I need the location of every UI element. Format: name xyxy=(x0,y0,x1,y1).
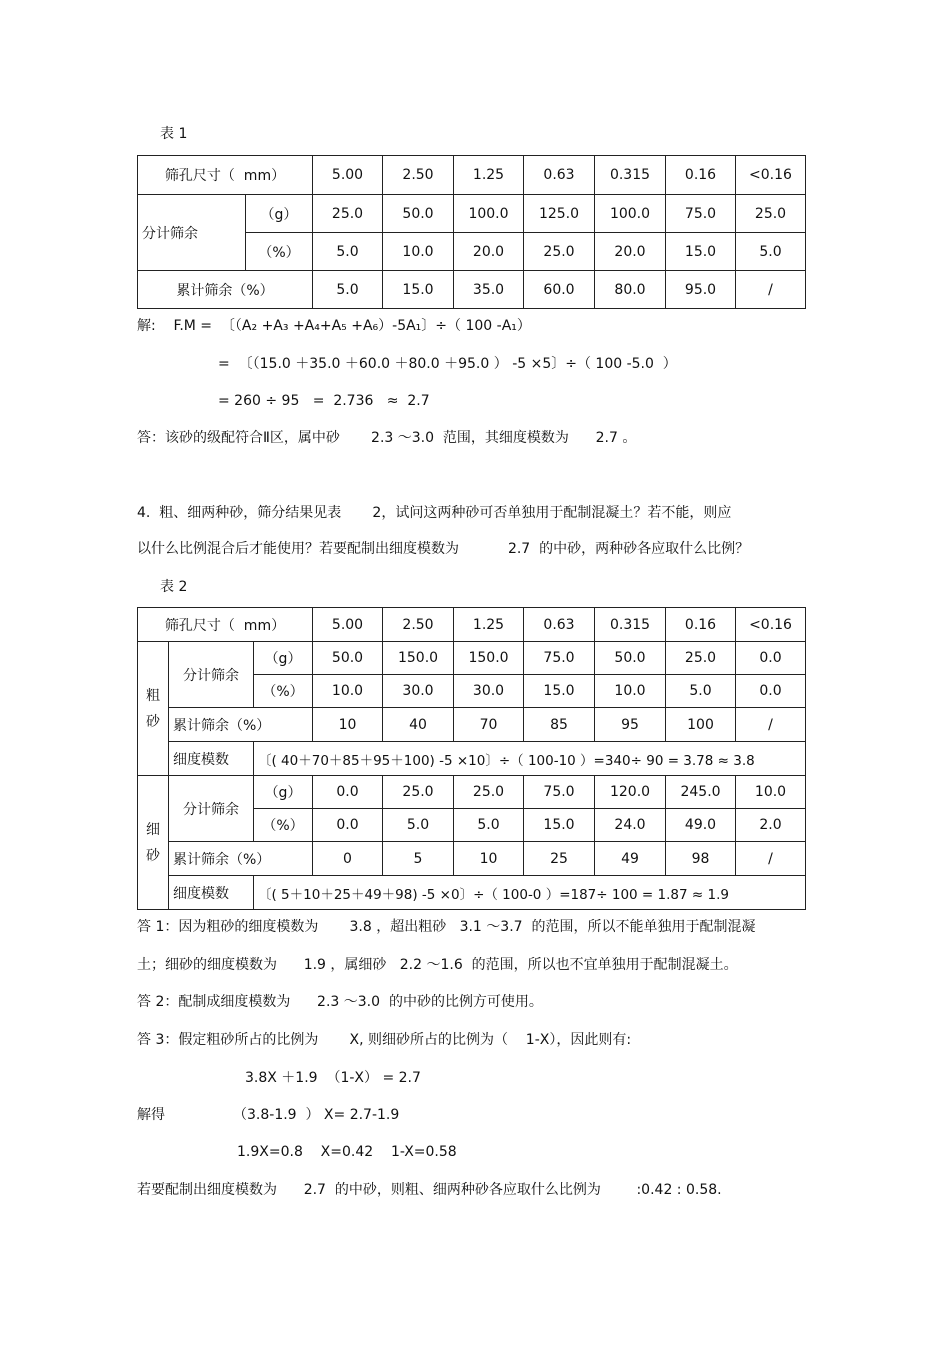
fine-cell: 2.0 xyxy=(736,809,806,842)
fine-cell: 5.0 xyxy=(454,809,524,842)
coarse-cell: 10 xyxy=(313,708,383,742)
table1-cell: 15.0 xyxy=(666,233,736,271)
table1-cell: 50.0 xyxy=(383,195,454,233)
fine-cell: 5 xyxy=(383,842,454,876)
table1-cell: 25.0 xyxy=(313,195,383,233)
fine-cell: 245.0 xyxy=(666,776,736,809)
table1-size: 5.00 xyxy=(313,156,383,195)
fine-unit-g: （g） xyxy=(254,776,313,809)
fine-cell: 75.0 xyxy=(524,776,595,809)
fine-cell: 0 xyxy=(313,842,383,876)
table1-cell: 100.0 xyxy=(595,195,666,233)
fine-cell: 0.0 xyxy=(313,776,383,809)
solution-answer: 答：该砂的级配符合Ⅱ区，属中砂 2.3 ～3.0 范围，其细度模数为 2.7 。 xyxy=(137,430,637,446)
table1 xyxy=(137,155,806,309)
coarse-cell: 10.0 xyxy=(595,675,666,708)
coarse-cell: 150.0 xyxy=(383,642,454,675)
fine-cell: 120.0 xyxy=(595,776,666,809)
coarse-cell: 30.0 xyxy=(383,675,454,708)
table1-cell: 35.0 xyxy=(454,271,524,309)
table2-size: 1.25 xyxy=(454,608,524,642)
answer-2: 答 2：配制成细度模数为 2.3 ～3.0 的中砂的比例方可使用。 xyxy=(137,994,543,1010)
table1-cell: 20.0 xyxy=(454,233,524,271)
coarse-fm-label: 细度模数 xyxy=(169,742,254,776)
coarse-cell: 50.0 xyxy=(313,642,383,675)
fine-cell: 5.0 xyxy=(383,809,454,842)
answer-1-line-1: 答 1：因为粗砂的细度模数为 3.8 ，超出粗砂 3.1 ～3.7 的范围，所以不能单独用于配制混凝 xyxy=(137,919,756,935)
fine-cell: 10.0 xyxy=(736,776,806,809)
table1-cell: 25.0 xyxy=(524,233,595,271)
table1-cumulative-label: 累计筛余（%） xyxy=(138,271,313,309)
fine-cumulative-label: 累计筛余（%） xyxy=(169,842,313,876)
table1-cell: 125.0 xyxy=(524,195,595,233)
table2-size: <0.16 xyxy=(736,608,806,642)
coarse-cell: 15.0 xyxy=(524,675,595,708)
coarse-cell: 150.0 xyxy=(454,642,524,675)
table1-cell: 20.0 xyxy=(595,233,666,271)
table2-size: 0.63 xyxy=(524,608,595,642)
table2-header-label: 筛孔尺寸（ mm） xyxy=(138,608,313,642)
equation-2: （3.8-1.9 ） X= 2.7-1.9 xyxy=(233,1107,400,1123)
fine-cell: 10 xyxy=(454,842,524,876)
table1-unit-g: （g） xyxy=(246,195,313,233)
solution-line-1: 解: F.M = 〔（A₂ +A₃ +A₄+A₅ +A₆）-5A₁〕÷（ 100 -A₁） xyxy=(137,318,531,334)
coarse-cell: 25.0 xyxy=(666,642,736,675)
fine-fm-label: 细度模数 xyxy=(169,876,254,910)
equation-1: 3.8X ＋1.9 （1-X） = 2.7 xyxy=(245,1070,421,1086)
equation-3: 1.9X=0.8 X=0.42 1-X=0.58 xyxy=(237,1144,457,1160)
coarse-sand-label: 粗 砂 xyxy=(138,642,169,776)
table1-size: 0.63 xyxy=(524,156,595,195)
table1-cell: 10.0 xyxy=(383,233,454,271)
fine-cell: 25 xyxy=(524,842,595,876)
solution-line-2: = 〔（15.0 ＋35.0 ＋60.0 ＋80.0 ＋95.0 ） -5 ×5〕÷（ 100 -5.0 ） xyxy=(218,356,677,372)
coarse-unit-pct: （%） xyxy=(254,675,313,708)
fine-cell: 15.0 xyxy=(524,809,595,842)
coarse-cell: 0.0 xyxy=(736,675,806,708)
table2-size: 5.00 xyxy=(313,608,383,642)
coarse-partial-label: 分计筛余 xyxy=(169,642,254,708)
table1-cell: 95.0 xyxy=(666,271,736,309)
solve-label: 解得 xyxy=(137,1107,165,1123)
coarse-cell: 70 xyxy=(454,708,524,742)
coarse-cell: 0.0 xyxy=(736,642,806,675)
table1-cell: 25.0 xyxy=(736,195,806,233)
table1-partial-label: 分计筛余 xyxy=(138,195,246,271)
table1-size: 2.50 xyxy=(383,156,454,195)
table2-size: 0.16 xyxy=(666,608,736,642)
solution-line-3: = 260 ÷ 95 = 2.736 ≈ 2.7 xyxy=(218,393,430,409)
table1-caption: 表 1 xyxy=(160,126,188,142)
fine-unit-pct: （%） xyxy=(254,809,313,842)
coarse-fm-formula: 〔( 40＋70＋85＋95＋100) -5 ×10〕÷（ 100-10 ）=340÷ 90 = 3.78 ≈ 3.8 xyxy=(254,742,806,776)
table1-cell: 5.0 xyxy=(313,271,383,309)
fine-cell: 49.0 xyxy=(666,809,736,842)
coarse-cell: 100 xyxy=(666,708,736,742)
final-answer: 若要配制出细度模数为 2.7 的中砂，则粗、细两种砂各应取什么比例为 :0.42 : 0.58. xyxy=(137,1182,722,1198)
table2-size: 2.50 xyxy=(383,608,454,642)
table1-cell: 5.0 xyxy=(313,233,383,271)
coarse-cell: 30.0 xyxy=(454,675,524,708)
coarse-cell: 40 xyxy=(383,708,454,742)
coarse-cell: 85 xyxy=(524,708,595,742)
fine-cell: 49 xyxy=(595,842,666,876)
fine-sand-label: 细 砂 xyxy=(138,776,169,910)
answer-1-line-2: 土；细砂的细度模数为 1.9 ，属细砂 2.2 ～1.6 的范围，所以也不宜单独用于配制混凝土。 xyxy=(137,957,738,973)
fine-cell: 24.0 xyxy=(595,809,666,842)
fine-fm-formula: 〔( 5＋10＋25＋49＋98) -5 ×0〕÷（ 100-0 ）=187÷ 100 = 1.87 ≈ 1.9 xyxy=(254,876,806,910)
table1-cell: 80.0 xyxy=(595,271,666,309)
table1-header-label: 筛孔尺寸（ mm） xyxy=(138,156,313,195)
answer-3: 答 3：假定粗砂所占的比例为 X, 则细砂所占的比例为（ 1-X），因此则有: xyxy=(137,1032,632,1048)
question-4-line-1: 4. 粗、细两种砂，筛分结果见表 2，试问这两种砂可否单独用于配制混凝土？若不能，则应 xyxy=(137,505,732,521)
coarse-unit-g: （g） xyxy=(254,642,313,675)
table2-size: 0.315 xyxy=(595,608,666,642)
table1-size: <0.16 xyxy=(736,156,806,195)
table1-cell: 60.0 xyxy=(524,271,595,309)
table1-cell: 75.0 xyxy=(666,195,736,233)
fine-cell: 98 xyxy=(666,842,736,876)
table2 xyxy=(137,607,806,910)
coarse-cell: 5.0 xyxy=(666,675,736,708)
coarse-cell: 50.0 xyxy=(595,642,666,675)
table1-unit-pct: （%） xyxy=(246,233,313,271)
table1-cell: 15.0 xyxy=(383,271,454,309)
table1-size: 1.25 xyxy=(454,156,524,195)
fine-cell: 0.0 xyxy=(313,809,383,842)
coarse-cell: 10.0 xyxy=(313,675,383,708)
table1-cell: 5.0 xyxy=(736,233,806,271)
question-4-line-2: 以什么比例混合后才能使用？若要配制出细度模数为 2.7 的中砂，两种砂各应取什么比例？ xyxy=(137,541,750,557)
coarse-cell: / xyxy=(736,708,806,742)
fine-cell: / xyxy=(736,842,806,876)
table2-caption: 表 2 xyxy=(160,579,188,595)
fine-cell: 25.0 xyxy=(383,776,454,809)
table1-cell: 100.0 xyxy=(454,195,524,233)
table1-size: 0.315 xyxy=(595,156,666,195)
fine-cell: 25.0 xyxy=(454,776,524,809)
fine-partial-label: 分计筛余 xyxy=(169,776,254,842)
table1-size: 0.16 xyxy=(666,156,736,195)
coarse-cell: 75.0 xyxy=(524,642,595,675)
coarse-cumulative-label: 累计筛余（%） xyxy=(169,708,313,742)
table1-cell: / xyxy=(736,271,806,309)
coarse-cell: 95 xyxy=(595,708,666,742)
